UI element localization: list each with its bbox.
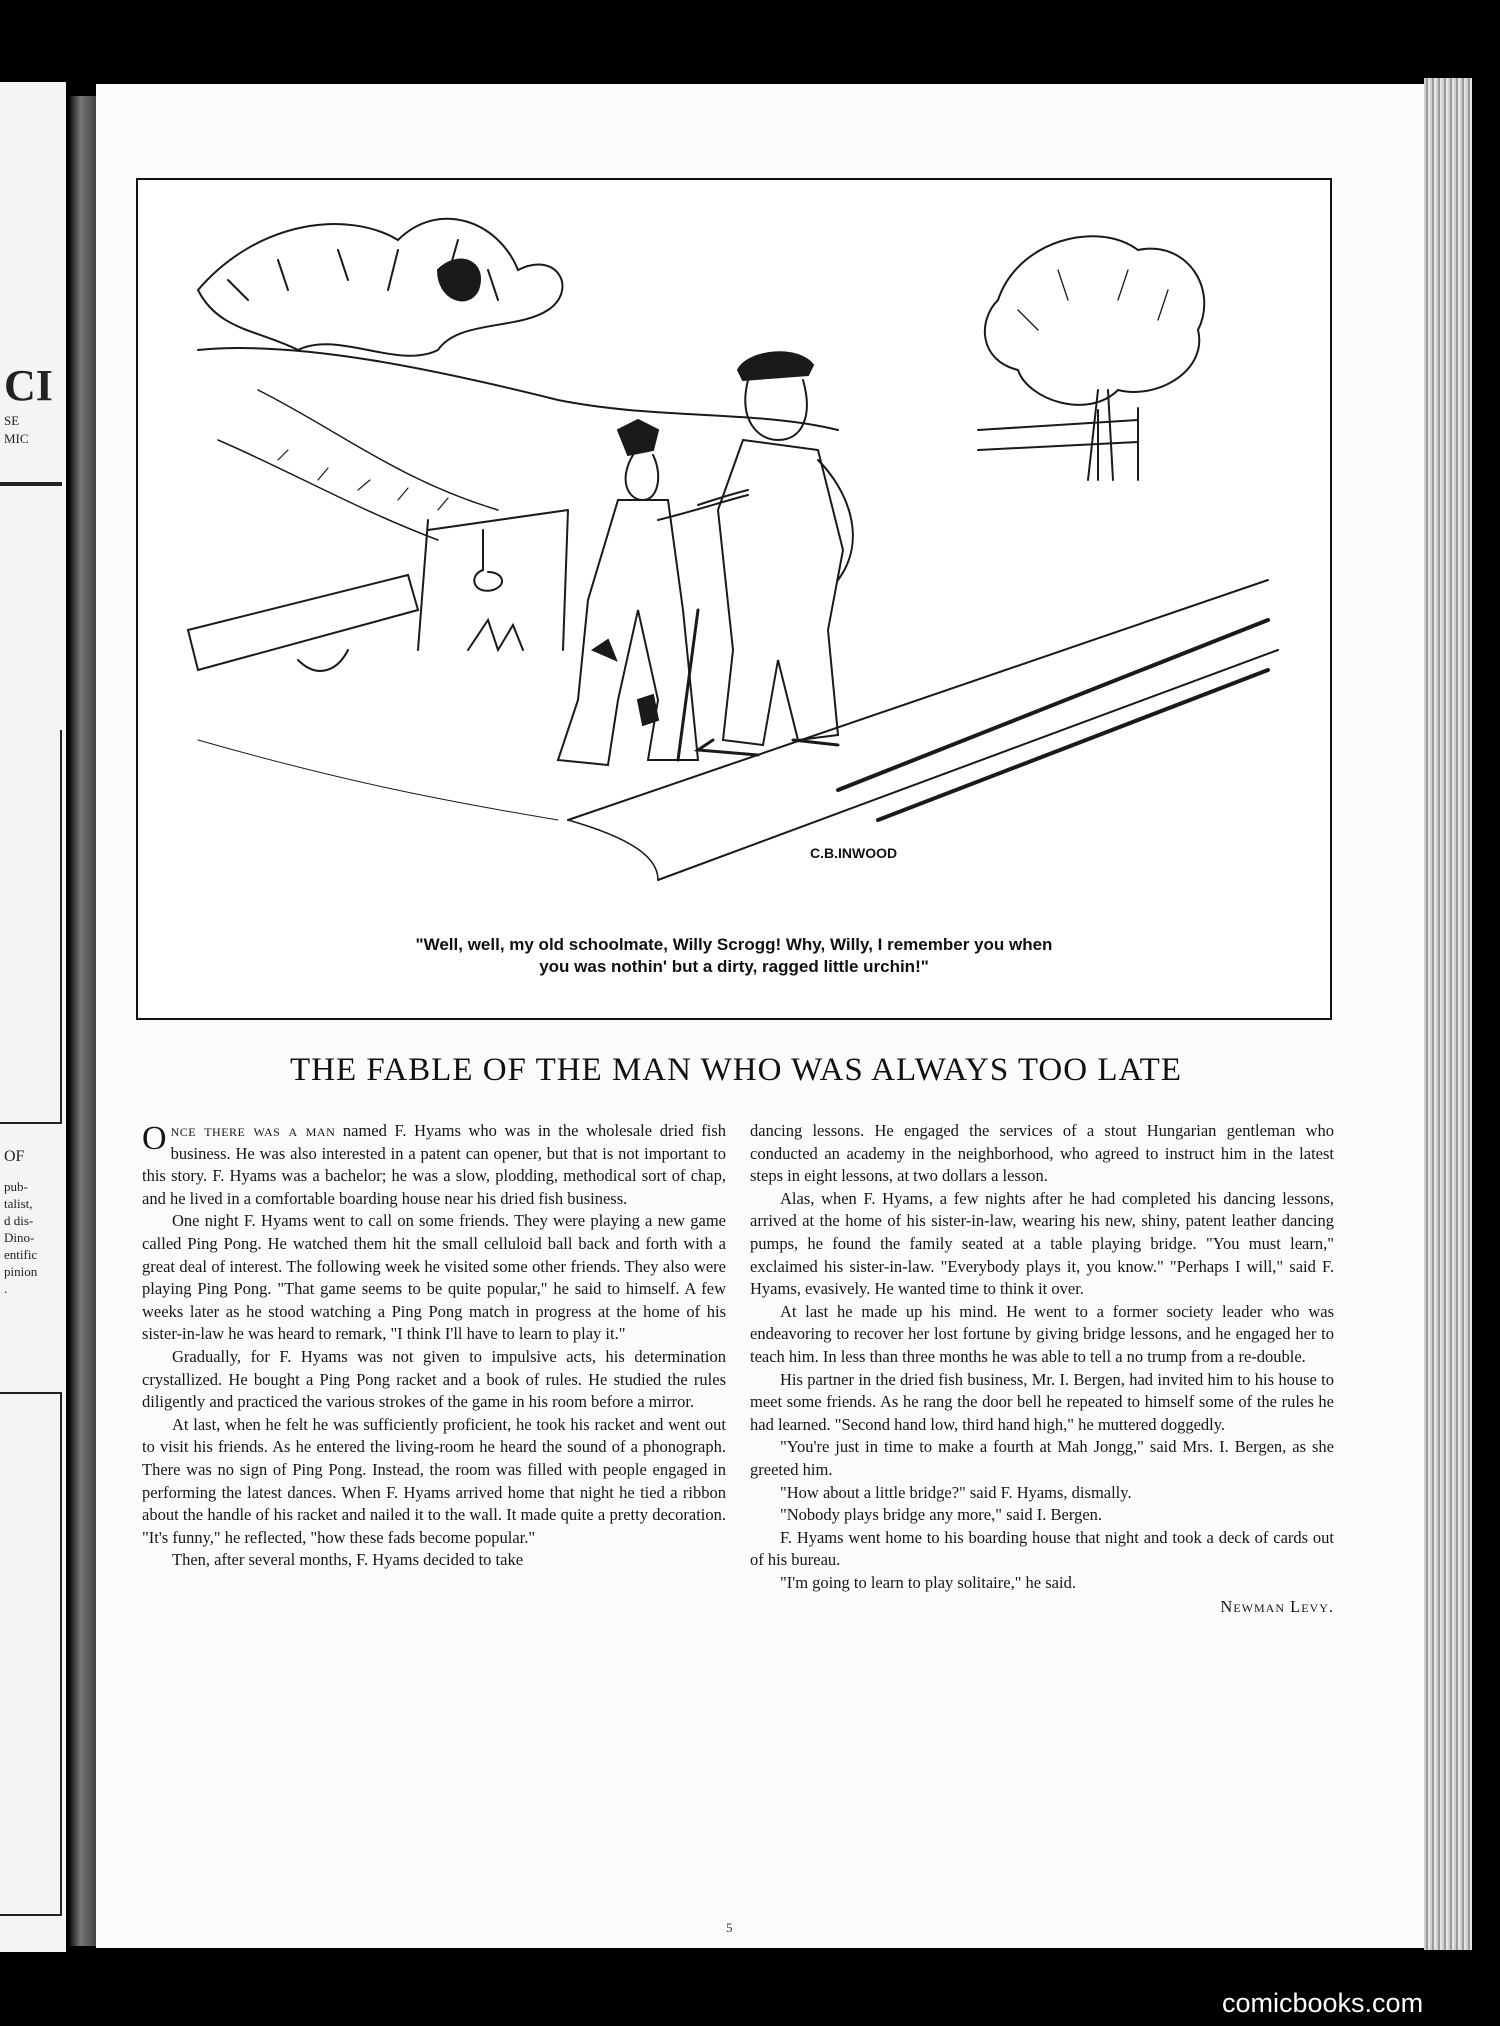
lead-in: nce there was a man: [170, 1121, 336, 1140]
author-byline: Newman Levy.: [1220, 1597, 1334, 1617]
caption-line: "Well, well, my old schoolmate, Willy Scrogg! Why, Willy, I remember you when: [415, 935, 1053, 954]
article-paragraph: "How about a little bridge?" said F. Hyams, dismally.: [780, 1482, 1132, 1502]
caption-line: you was nothin' but a dirty, ragged little urchin!": [539, 957, 929, 976]
facing-page-text: pub-: [4, 1179, 28, 1194]
cartoon-caption: [138, 934, 1330, 978]
article-paragraph: "You're just in time to make a fourth at Mah Jongg," said Mrs. I. Bergen, as she greeted him.: [750, 1437, 1334, 1479]
article-paragraph: Gradually, for F. Hyams was not given to impulsive acts, his determination crystallized. He bought a Ping Pong racket and a book of rules. He studied the rules diligently and practiced the various strokes of the game in his room before a mirror.: [142, 1346, 726, 1412]
article-paragraph: At last he made up his mind. He went to a former society leader who was endeavoring to recover her lost fortune by giving bridge lessons, and he engaged her to teach him. In less than three months he was able to tell a no trump from a re-double.: [750, 1301, 1334, 1366]
article-column-right: [750, 1120, 1334, 1619]
page-stack-edge: [1424, 78, 1472, 1950]
article-paragraph: His partner in the dried fish business, Mr. I. Bergen, had invited him to his house to meet some friends. As he rang the door bell he repeated to himself some of the rules he had learned. "Second hand low, third hand high," he muttered doggedly.: [750, 1369, 1334, 1434]
facing-page-text: SE: [4, 413, 20, 428]
facing-page-art: [0, 482, 62, 486]
site-watermark: comicbooks.com: [1222, 1988, 1424, 2018]
article-paragraph: Alas, when F. Hyams, a few nights after he had completed his dancing lessons, arrived at the home of his sister-in-law, wearing his new, shiny, patent leather dancing pumps, he found the family seated at a table playing bridge. "You must learn," exclaimed his sister-in-law. "Everybody plays it, you know." "Perhaps I will," said F. Hyams, evasively. He wanted time to think it over.: [750, 1188, 1334, 1299]
paragraph-text: named F. Hyams who was in the wholesale dried fish business. He was also interested in a patent can opener, but that is not important to this story. F. Hyams was a bachelor; he was a slow, plodding, methodical sort of chap, and he lived in a comfortable boarding house near his dried fish business.: [142, 1121, 726, 1208]
facing-page-portrait: [0, 730, 62, 1124]
facing-page-text: Dino-: [4, 1230, 35, 1245]
facing-page-text: entific: [4, 1247, 38, 1262]
facing-page-text: CI: [4, 361, 53, 410]
facing-page-text: OF: [4, 1148, 25, 1165]
facing-page-text: pinion: [4, 1264, 38, 1279]
drop-cap: O: [142, 1120, 167, 1157]
facing-page-text: talist,: [4, 1196, 33, 1211]
cartoon-illustration: [136, 178, 1332, 1020]
artist-signature: C.B.INWOOD: [810, 845, 898, 861]
cartoon-drawing: [138, 180, 1330, 1018]
article-paragraph: Then, after several months, F. Hyams decided to take: [172, 1550, 524, 1570]
facing-page-text: MIC: [4, 431, 29, 446]
facing-page-text: .: [4, 1281, 8, 1296]
facing-page-cartoon: [0, 1392, 62, 1916]
magazine-page: [96, 84, 1424, 1948]
article-paragraph: dancing lessons. He engaged the services of a stout Hungarian gentleman who conducted an academy in the neighborhood, who agreed to instruct him in the latest steps in eight lessons, at two dollars a lesson.: [750, 1121, 1334, 1186]
article-paragraph: F. Hyams went home to his boarding house that night and took a deck of cards out of his bureau.: [750, 1527, 1334, 1570]
article-paragraph: One night F. Hyams went to call on some friends. They were playing a new game called Ping Pong. He watched them hit the small celluloid ball back and forth with a great deal of interest. The following week he visited some other friends. They also were playing Ping Pong. "That game seems to be quite popular," he said to himself. A few weeks later as he stood watching a Ping Pong match in progress at the home of his sister-in-law he was heard to remark, "I think I'll have to learn to play it.": [142, 1211, 726, 1344]
article-paragraph: [142, 1120, 726, 1210]
page-number: 5: [726, 1920, 733, 1935]
article-paragraph: "Nobody plays bridge any more," said I. Bergen.: [780, 1505, 1103, 1525]
article-title: THE FABLE OF THE MAN WHO WAS ALWAYS TOO LATE: [290, 1052, 1182, 1088]
article-column-left: [142, 1120, 726, 1572]
book-gutter: [70, 96, 96, 1946]
article-paragraph: At last, when he felt he was sufficiently proficient, he took his racket and went out to visit his friends. As he entered the living-room he heard the sound of a phonograph. There was no sign of Ping Pong. Instead, the room was filled with people engaged in performing the latest dances. When F. Hyams arrived home that night he tied a ribbon about the handle of his racket and nailed it to the wall. It made quite a pretty decoration. "It's funny," he reflected, "how these fads become popular.": [142, 1414, 726, 1547]
facing-page-text: d dis-: [4, 1213, 34, 1228]
article-paragraph: "I'm going to learn to play solitaire," he said.: [780, 1572, 1076, 1592]
facing-page-fragment: [0, 82, 66, 1952]
